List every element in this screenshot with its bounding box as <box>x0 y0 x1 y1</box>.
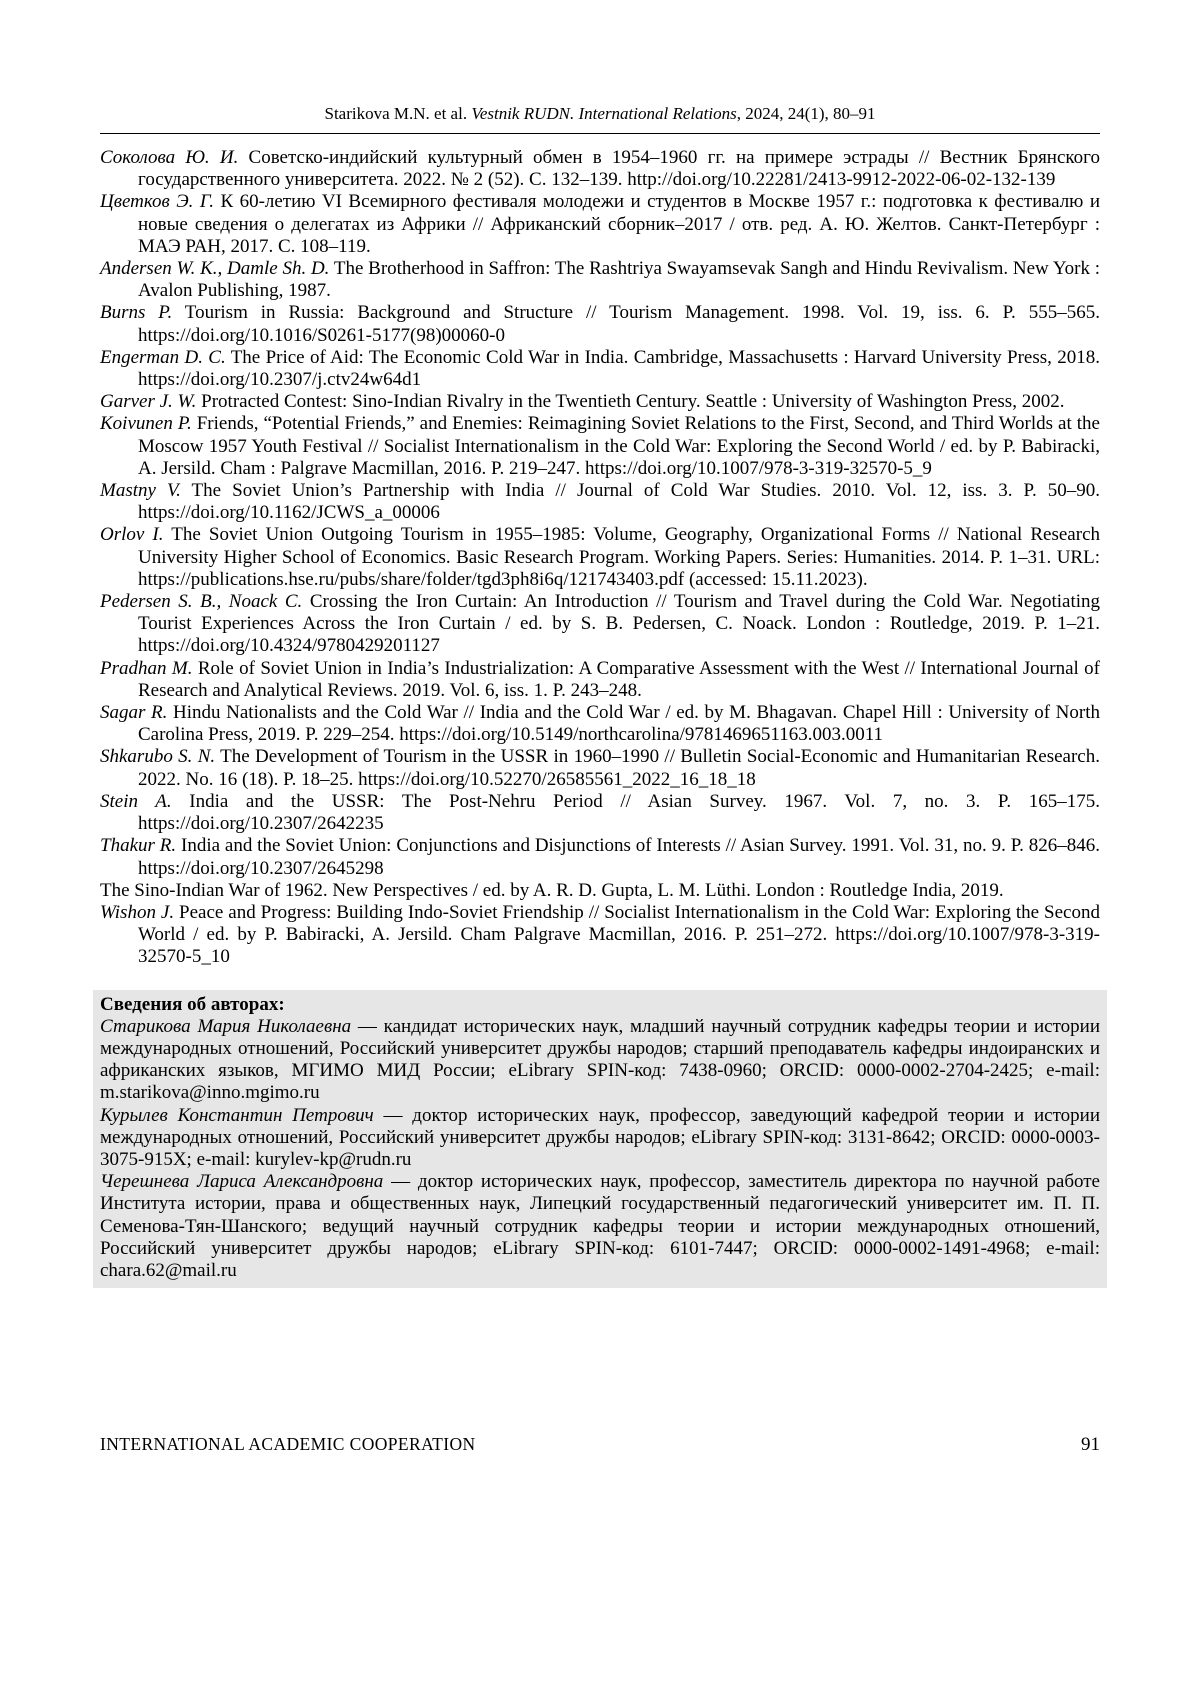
author-entry <box>100 1171 1100 1282</box>
running-head-journal: Vestnik RUDN. International Relations <box>471 104 737 123</box>
reference-text: India and the Soviet Union: Conjunctions and Disjunctions of Interests // Asian Survey. 1991. Vol. 31, no. 9. P. 826–846. https://doi.org/10.2307/2645298 <box>138 835 1101 879</box>
reference-text: Friends, “Potential Friends,” and Enemies: Reimagining Soviet Relations to the First, Second, and Third Worlds at the Moscow 1957 Youth Festival // Socialist Internationalism in the Cold War: Exploring the Second World / ed. by P. Babiracki, A. Jersild. Cham : Palgrave Macmillan, 2016. P. 219–247. https://doi.org/10.1007/978-3-319-32570-5_9 <box>138 413 1100 479</box>
reference-author: Shkarubo S. N. <box>100 746 216 768</box>
reference-item <box>100 902 1100 969</box>
reference-text: The Brotherhood in Saffron: The Rashtriya Swayamsevak Sangh and Hindu Revivalism. New York : Avalon Publishing, 1987. <box>138 258 1100 302</box>
reference-author: Pedersen S. B., Noack C. <box>100 591 303 613</box>
reference-author: Engerman D. C. <box>100 346 226 368</box>
reference-text: Role of Soviet Union in India’s Industrialization: A Comparative Assessment with the West // International Journal of Research and Analytical Reviews. 2019. Vol. 6, iss. 1. P. 243–248. <box>138 657 1101 701</box>
running-head <box>100 0 1100 124</box>
reference-item <box>100 302 1100 346</box>
reference-author: Pradhan M. <box>100 657 193 679</box>
reference-author: Цветков Э. Г. <box>100 191 214 213</box>
reference-text: Protracted Contest: Sino-Indian Rivalry in the Twentieth Century. Seattle : University of Washington Press, 2002. <box>196 391 1065 413</box>
reference-text: К 60-летию VI Всемирного фестиваля молодежи и студентов в Москве 1957 г.: подготовка к фестивалю и новые сведения о делегатах из Африки // Африканский сборник–2017 / отв. ред. А. Ю. Желтов. Санкт-Петербург : МАЭ РАН, 2017. С. 108–119. <box>138 191 1100 257</box>
reference-item <box>100 258 1100 302</box>
reference-author: Koivunen P. <box>100 413 192 435</box>
author-name: Старикова Мария Николаевна <box>100 1015 352 1037</box>
reference-text: Советско-индийский культурный обмен в 1954–1960 гг. на примере эстрады // Вестник Брянского государственного университета. 2022. № 2 (52). С. 132–139. http://doi.org/10.22281/2413-9912-2022-06-02-132-139 <box>138 147 1100 191</box>
reference-item <box>100 702 1100 746</box>
reference-author: Garver J. W. <box>100 391 197 413</box>
reference-author: Thakur R. <box>100 835 177 857</box>
reference-author: Burns P. <box>100 302 173 324</box>
footer-page-number: 91 <box>1081 1434 1100 1455</box>
author-description: — кандидат исторических наук, младший научный сотрудник кафедры теории и истории международных отношений, Российский университет дружбы народов; старший преподаватель кафедры индоиранских и африканских языков, МГИМО МИД России; eLibrary SPIN-код: 7438-0960; ORCID: 0000-0002-2704-2425; e-mail: m.starikova@inno.mgimo.ru <box>100 1015 1100 1104</box>
reference-item <box>100 524 1100 591</box>
author-description: — доктор исторических наук, профессор, заведующий кафедрой теории и истории международных отношений, Российский университет дружбы народов; eLibrary SPIN-код: 3131-8642; ORCID: 0000-0003-3075-915X; e-mail: kurylev-kp@rudn.ru <box>100 1104 1100 1170</box>
page-footer <box>100 1434 1100 1456</box>
page-content <box>100 0 1100 1288</box>
references-list <box>100 147 1100 969</box>
authors-info-box <box>93 990 1107 1289</box>
reference-author: Wishon J. <box>100 901 175 923</box>
reference-author: Sagar R. <box>100 702 168 724</box>
author-entry <box>100 1105 1100 1172</box>
reference-text: Peace and Progress: Building Indo-Soviet Friendship // Socialist Internationalism in the Cold War: Exploring the Second World / ed. by P. Babiracki, A. Jersild. Cham Palgrave Macmillan, 2016. P. 251–272. https://doi.org/10.1007/978-3-319-32570-5_10 <box>138 901 1100 968</box>
reference-text: The Development of Tourism in the USSR in 1960–1990 // Bulletin Social-Economic and Humanitarian Research. 2022. No. 16 (18). P. 18–25. https://doi.org/10.52270/26585561_2022_16_18_18 <box>138 746 1100 790</box>
reference-text: Crossing the Iron Curtain: An Introduction // Tourism and Travel during the Cold War. Negotiating Tourist Experiences Across the Iron Curtain / ed. by S. B. Pedersen, C. Noack. London : Routledge, 2019. P. 1–21. https://doi.org/10.4324/9780429201127 <box>138 591 1100 657</box>
author-entry <box>100 1016 1100 1105</box>
reference-item <box>100 880 1100 902</box>
reference-author: Andersen W. K., Damle Sh. D. <box>100 258 330 280</box>
reference-text: The Soviet Union Outgoing Tourism in 1955–1985: Volume, Geography, Organizational Forms // National Research University Higher School of Economics. Basic Research Program. Working Papers. Series: Humanities. 2014. P. 1–31. URL: https://publications.hse.ru/pubs/share/folder/tgd3ph8i6q/121743403.pdf (accessed: 15.11.2023). <box>138 524 1101 590</box>
reference-item <box>100 746 1100 790</box>
footer-section-title: INTERNATIONAL ACADEMIC COOPERATION <box>100 1434 476 1454</box>
reference-item <box>100 658 1100 702</box>
reference-item <box>100 391 1100 413</box>
running-head-authors: Starikova M.N. et al. <box>324 104 472 123</box>
reference-text: The Soviet Union’s Partnership with India // Journal of Cold War Studies. 2010. Vol. 12, iss. 3. P. 50–90. https://doi.org/10.1162/JCWS_a_00006 <box>138 480 1100 524</box>
reference-item <box>100 480 1100 524</box>
running-head-rule <box>100 133 1100 134</box>
authors-info-heading: Сведения об авторах: <box>100 993 285 1015</box>
reference-item <box>100 791 1100 835</box>
reference-item <box>100 835 1100 879</box>
reference-text: Hindu Nationalists and the Cold War // India and the Cold War / ed. by M. Bhagavan. Chapel Hill : University of North Carolina Press, 2019. P. 229–254. https://doi.org/10.5149/northcarolina/9781469651163.003.0011 <box>138 702 1100 746</box>
author-name: Курылев Константин Петрович <box>100 1104 374 1126</box>
reference-item <box>100 191 1100 258</box>
reference-text: The Sino-Indian War of 1962. New Perspectives / ed. by A. R. D. Gupta, L. M. Lüthi. London : Routledge India, 2019. <box>100 879 1004 901</box>
reference-item <box>100 347 1100 391</box>
reference-item <box>100 413 1100 480</box>
author-name: Черешнева Лариса Александровна <box>100 1171 384 1193</box>
reference-author: Stein A. <box>100 790 172 812</box>
reference-item <box>100 147 1100 191</box>
reference-text: India and the USSR: The Post-Nehru Period // Asian Survey. 1967. Vol. 7, no. 3. P. 165–175. https://doi.org/10.2307/2642235 <box>138 790 1100 835</box>
running-head-issue: , 2024, 24(1), 80–91 <box>736 104 876 123</box>
reference-author: Orlov I. <box>100 524 164 546</box>
reference-text: The Price of Aid: The Economic Cold War in India. Cambridge, Massachusetts : Harvard University Press, 2018. https://doi.org/10.2307/j.ctv24w64d1 <box>138 346 1100 391</box>
reference-author: Соколова Ю. И. <box>100 147 239 168</box>
author-description: — доктор исторических наук, профессор, заместитель директора по научной работе Института истории, права и общественных наук, Липецкий государственный педагогический университет им. П. П. Семенова-Тян-Шанского; ведущий научный сотрудник кафедры теории и истории международных отношений, Российский университет дружбы народов; eLibrary SPIN-код: 6101-7447; ORCID: 0000-0002-1491-4968; e-mail: chara.62@mail.ru <box>100 1171 1100 1281</box>
reference-item <box>100 591 1100 658</box>
reference-text: Tourism in Russia: Background and Structure // Tourism Management. 1998. Vol. 19, iss. 6. P. 555–565. https://doi.org/10.1016/S0261-5177(98)00060-0 <box>138 302 1100 346</box>
reference-author: Mastny V. <box>100 480 181 502</box>
